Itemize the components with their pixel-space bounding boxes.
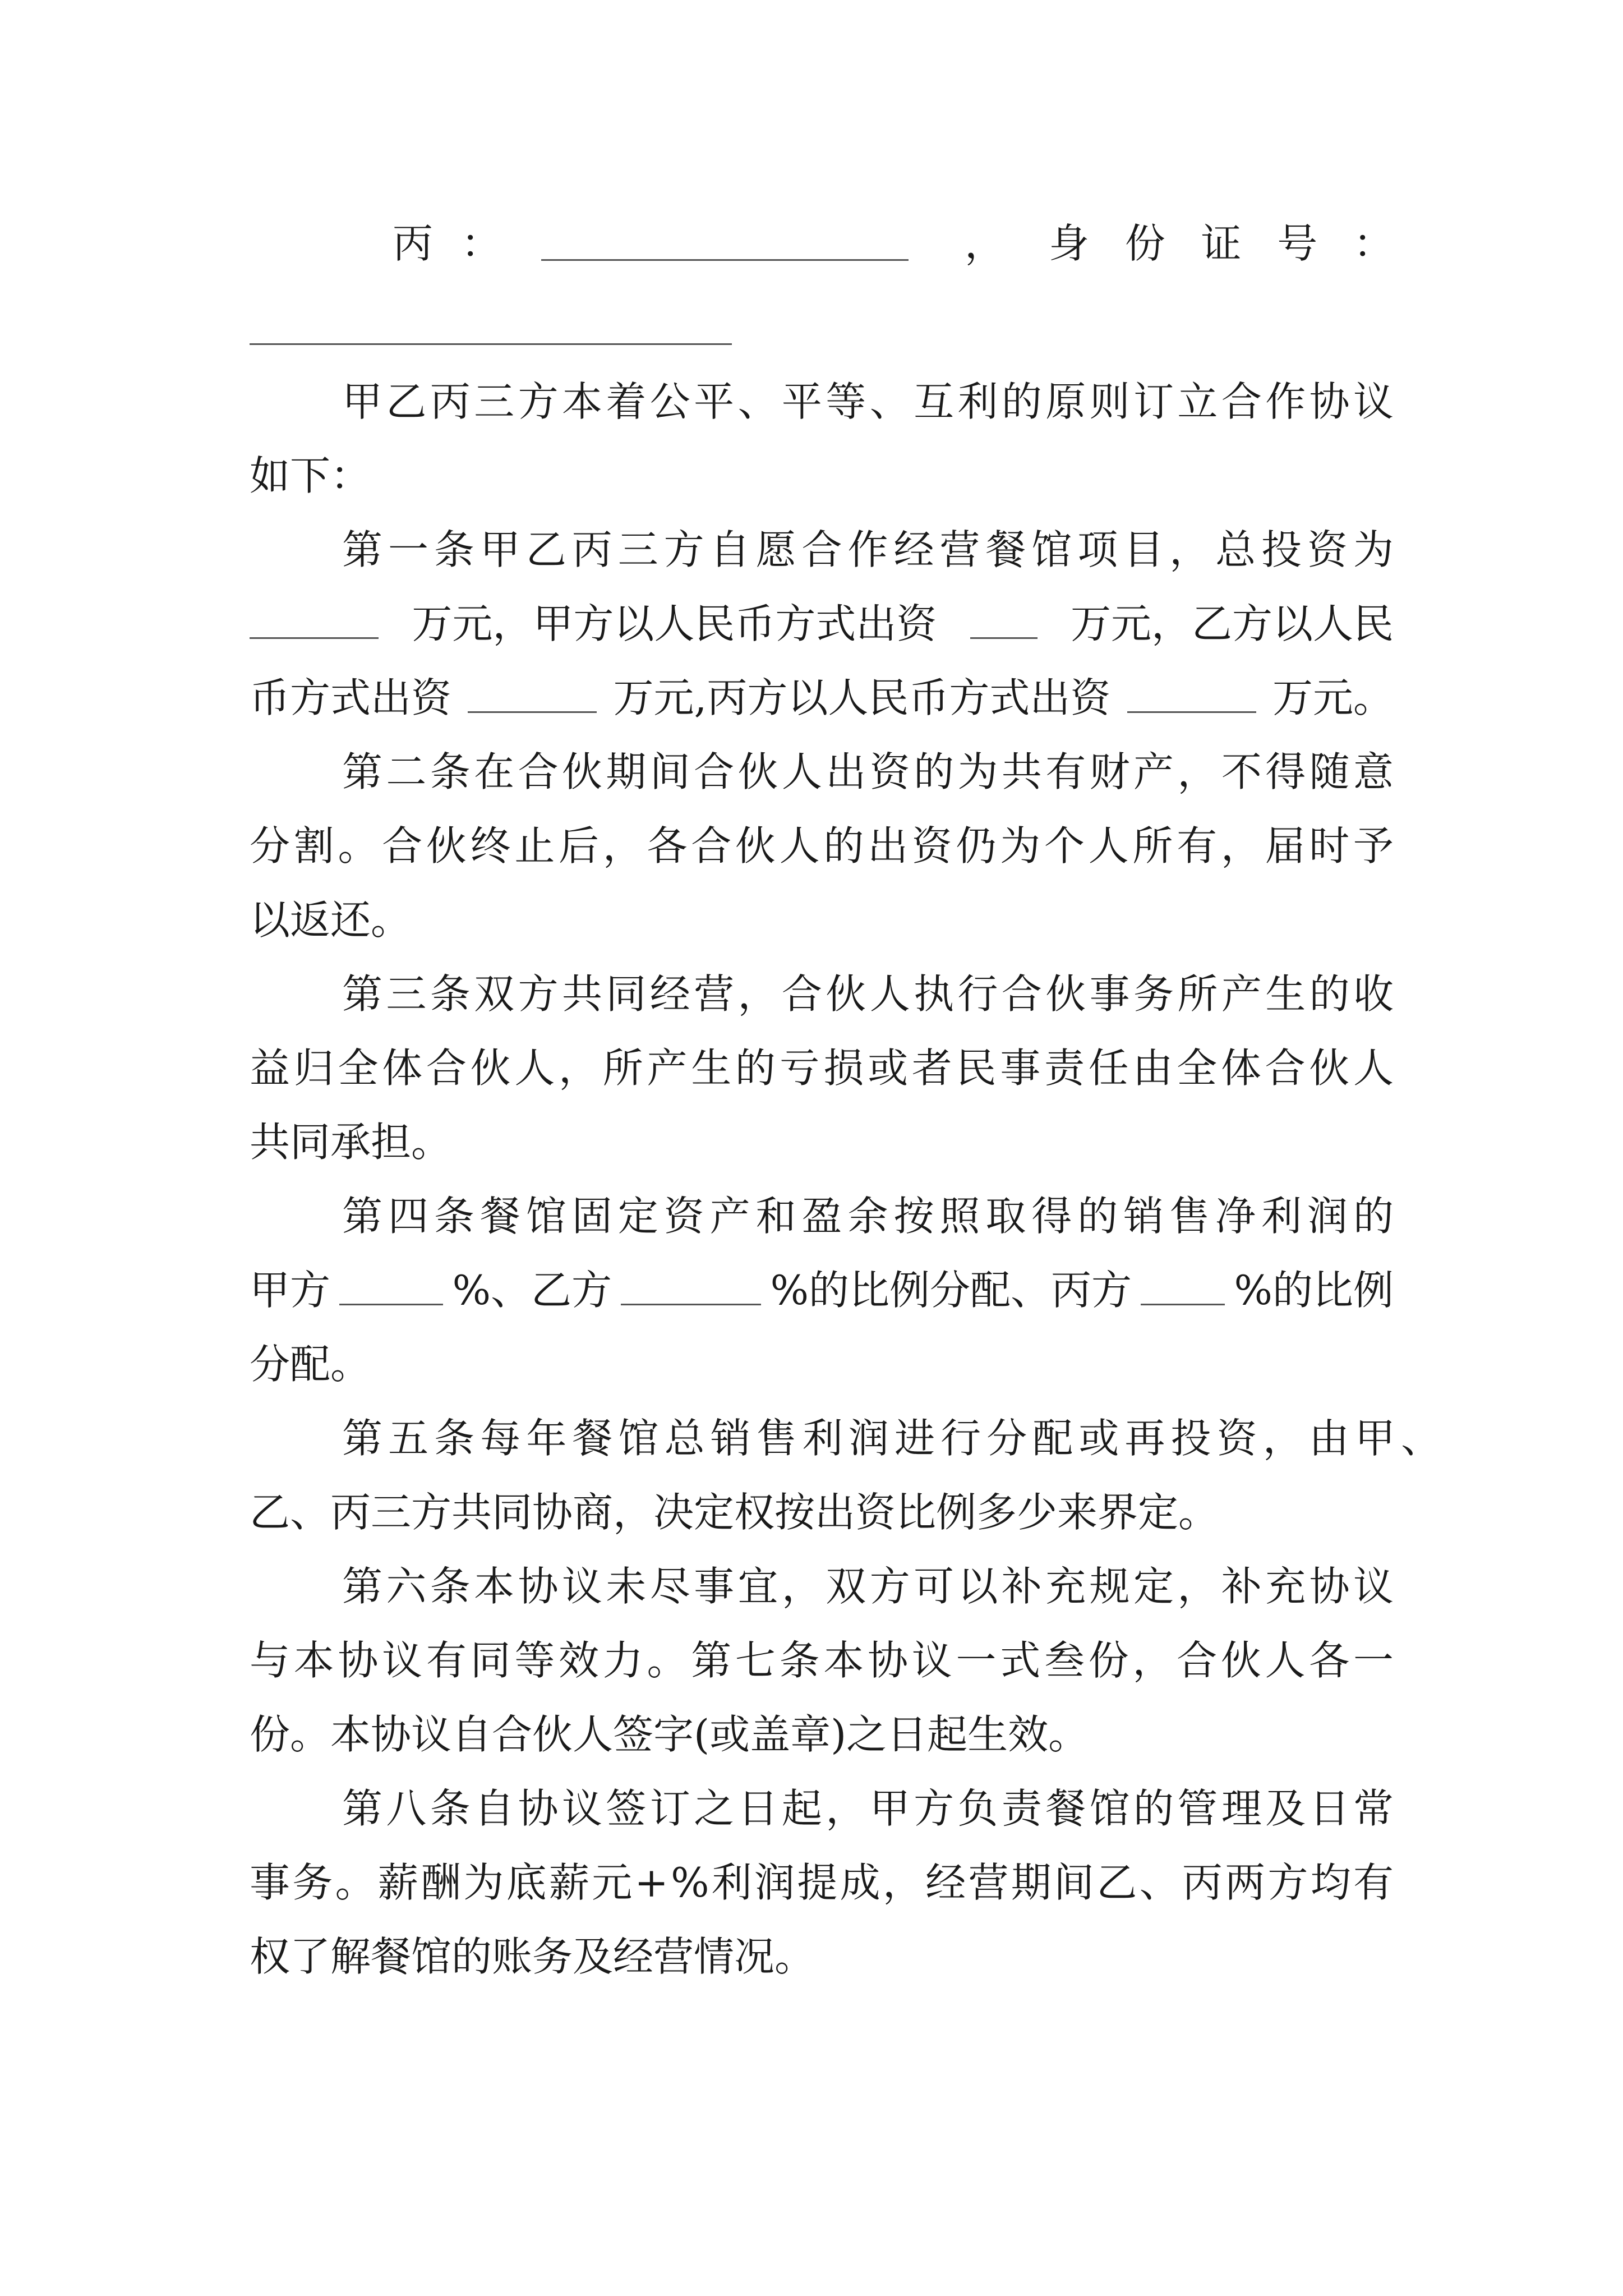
party-c-name-blank[interactable]	[541, 259, 909, 261]
article4-text: %的比例	[1234, 1267, 1394, 1314]
party-a-amount-blank[interactable]	[970, 604, 1038, 639]
article2-line-1: 第二条在合伙期间合伙人出资的为共有财产，不得随意	[342, 748, 1398, 795]
article6-line-1: 第六条本协议未尽事宜，双方可以补充规定，补充协议	[342, 1563, 1398, 1610]
article4-line-3: 分配。	[250, 1341, 371, 1388]
article1-text: 万元，甲方以人民币方式出资	[412, 600, 937, 647]
article1-line-1: 第一条甲乙丙三方自愿合作经营餐馆项目，总投资为	[342, 526, 1399, 573]
article3-line-1: 第三条双方共同经营，合伙人执行合伙事务所产生的收	[342, 970, 1398, 1018]
article1-text: 万元。	[1272, 674, 1394, 721]
article2-line-3: 以返还。	[250, 896, 412, 944]
article1-line-2	[250, 600, 1394, 647]
article4-text: %、乙方	[452, 1267, 612, 1314]
total-investment-blank[interactable]	[250, 604, 379, 639]
intro-line-2: 如下：	[250, 452, 371, 499]
article8-line-1: 第八条自协议签订之日起，甲方负责餐馆的管理及日常	[342, 1785, 1398, 1832]
party-c-label: 丙	[393, 220, 434, 267]
party-c-amount-blank[interactable]	[1127, 678, 1256, 713]
article8-line-3: 权了解餐馆的账务及经营情况。	[250, 1933, 815, 1980]
id-char: 身	[1049, 220, 1090, 267]
party-c-share-blank[interactable]	[1141, 1270, 1225, 1305]
article6-line-2: 与本协议有同等效力。第七条本协议一式叁份，合伙人各一	[250, 1637, 1398, 1684]
article5-line-2: 乙、丙三方共同协商，决定权按出资比例多少来界定。	[250, 1489, 1219, 1536]
article5-line-1: 第五条每年餐馆总销售利润进行分配或再投资，由甲、	[342, 1415, 1447, 1462]
id-number-label	[1049, 220, 1394, 267]
article1-text: 币方式出资	[250, 674, 452, 721]
article4-line-1: 第四条餐馆固定资产和盈余按照取得的销售净利润的	[342, 1193, 1399, 1240]
party-a-share-blank[interactable]	[339, 1270, 443, 1305]
article8-line-2: 事务。薪酬为底薪元+%利润提成，经营期间乙、丙两方均有	[250, 1859, 1396, 1906]
intro-line-1: 甲乙丙三方本着公平、平等、互利的原则订立合作协议	[342, 378, 1398, 425]
article1-text: 万元，乙方以人民	[1070, 600, 1394, 647]
id-char: 份	[1124, 220, 1165, 267]
article1-line-3	[250, 674, 1394, 721]
id-char: 号	[1277, 220, 1318, 267]
id-number-blank[interactable]	[250, 343, 732, 345]
party-b-amount-blank[interactable]	[468, 678, 597, 713]
party-b-share-blank[interactable]	[621, 1270, 761, 1305]
article3-line-3: 共同承担。	[250, 1119, 452, 1166]
article4-text: 甲方	[250, 1267, 331, 1314]
id-char: 证	[1201, 220, 1242, 267]
id-char: ：	[1353, 220, 1394, 267]
article4-text: %的比例分配、丙方	[770, 1267, 1132, 1314]
article2-line-2: 分割。合伙终止后，各合伙人的出资仍为个人所有，届时予	[250, 822, 1398, 869]
article6-line-3: 份。本协议自合伙人签字(或盖章)之日起生效。	[250, 1711, 1089, 1758]
article3-line-2: 益归全体合伙人，所产生的亏损或者民事责任由全体合伙人	[250, 1045, 1398, 1092]
party-c-colon: ：	[461, 220, 502, 267]
article4-line-2	[250, 1267, 1394, 1314]
article1-text: 万元,丙方以人民币方式出资	[613, 674, 1111, 721]
party-c-comma: ，	[965, 220, 1006, 267]
